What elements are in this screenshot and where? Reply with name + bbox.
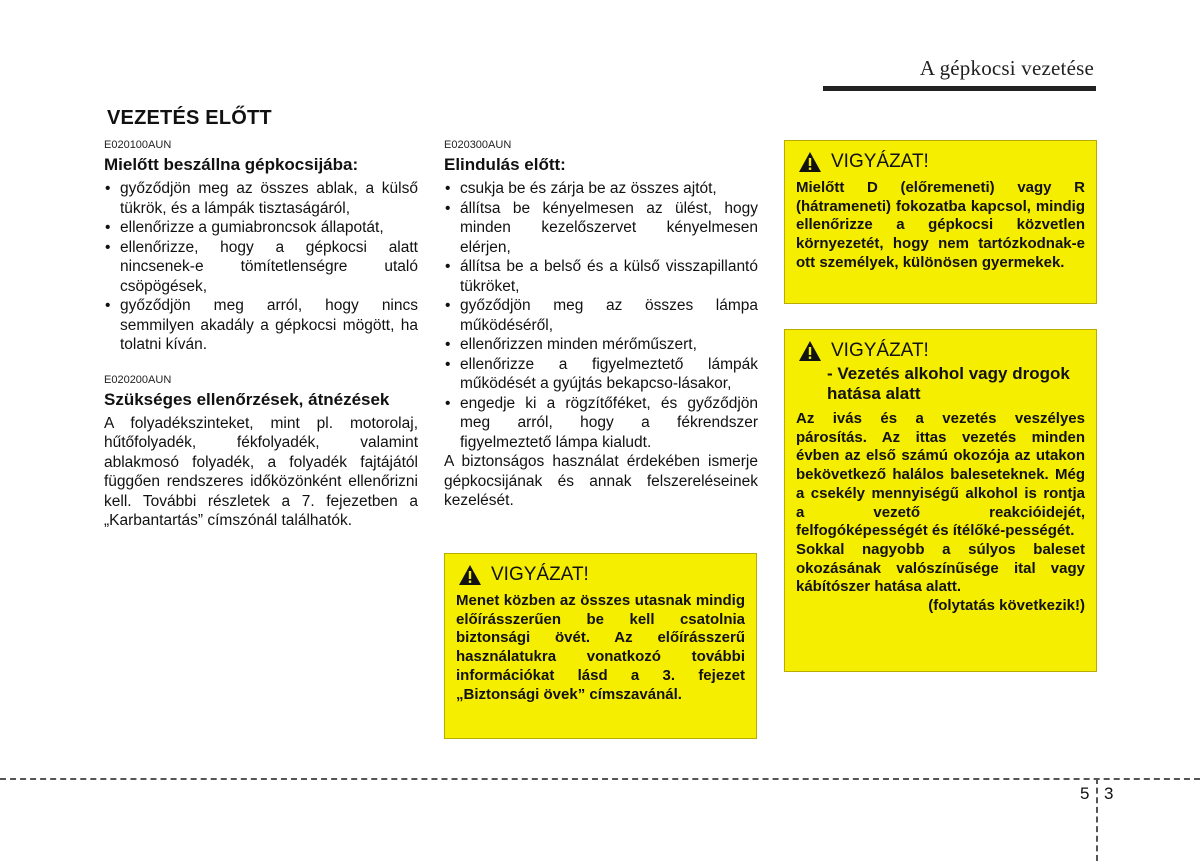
warning-title: VIGYÁZAT! xyxy=(831,151,929,172)
page-number-divider xyxy=(1096,778,1098,861)
list-item: • ellenőrizze a gumiabroncsok állapotát, xyxy=(104,218,418,238)
warning-triangle-icon xyxy=(458,564,482,586)
column-middle xyxy=(444,138,758,511)
continued-note: (folytatás következik!) xyxy=(928,597,1085,615)
checklist-before-starting xyxy=(444,179,758,452)
subheading-before-starting: Elindulás előtt: xyxy=(444,155,566,174)
warning-box-reverse-gear xyxy=(784,140,1097,304)
chapter-number: 5 xyxy=(1080,784,1090,803)
header-rule xyxy=(823,86,1096,91)
list-item: • engedje ki a rögzítőféket, és győződjön meg arról, hogy a fékrendszer figyelmeztető lámpa kialudt. xyxy=(444,394,758,453)
warning-header xyxy=(458,564,745,586)
list-item: • győződjön meg arról, hogy nincs semmilyen akadály a gépkocsi mögött, ha tolatni kíván. xyxy=(104,296,418,355)
footer-rule xyxy=(0,778,1200,780)
warning-text: Menet közben az összes utasnak mindig előírásszerűen be kell csatolnia biztonsági övét. Az előírásszerű használatukra vonatkozó további információkat lásd a 3. fejezet „Biztonsági övek” címszavánál. xyxy=(456,592,745,703)
warning-header xyxy=(798,340,1085,362)
warning-title: VIGYÁZAT! xyxy=(491,564,589,585)
warning-title: VIGYÁZAT! xyxy=(831,340,929,361)
list-item: • győződjön meg az összes ablak, a külső tükrök, és a lámpák tisztaságáról, xyxy=(104,179,418,218)
list-item: • győződjön meg az összes lámpa működéséről, xyxy=(444,296,758,335)
warning-triangle-icon xyxy=(798,151,822,173)
paragraph-safe-use: A biztonságos használat érdekében ismerje gépkocsijának és annak felszereléseinek kezelését. xyxy=(444,453,758,509)
column-left xyxy=(104,138,418,531)
subheading-required-checks: Szükséges ellenőrzések, átnézések xyxy=(104,389,390,409)
list-item: • ellenőrizzen minden mérőműszert, xyxy=(444,335,758,355)
list-item: • állítsa be kényelmesen az ülést, hogy minden kezelőszervet kényelmesen elérjen, xyxy=(444,199,758,258)
warning-text: Sokkal nagyobb a súlyos baleset okozásának valószínűsége ital vagy kábítószer hatása alatt. xyxy=(796,540,1085,596)
paragraph-fluid-levels: A folyadékszinteket, mint pl. motorolaj, hűtőfolyadék, fékfolyadék, valamint ablakmosó folyadék, a folyadék fajtájától függően rendszeres időközönként ellenőrizni kell. További részletek a 7. fejezetben a „Karbantartás” címszónál találhatók. xyxy=(104,414,418,529)
list-item: • állítsa be a belső és a külső visszapillantó tükröket, xyxy=(444,257,758,296)
section-code: E020100AUN xyxy=(104,139,172,151)
checklist-before-entering xyxy=(104,179,418,355)
list-item: • ellenőrizze a figyelmeztető lámpák működését a gyújtás bekapcso-lásakor, xyxy=(444,355,758,394)
warning-triangle-icon xyxy=(798,340,822,362)
warning-box-alcohol xyxy=(784,329,1097,672)
warning-text: Az ivás és a vezetés veszélyes párosítás. Az ittas vezetés minden évben az első számú okozója az utakon bekövetkező halálos baleseteknek. Még a csekély mennyiségű alkohol is rontja a vezető reakcióidejét, felfogóképességét és ítélőké-pességét. xyxy=(796,410,1085,540)
warning-subtitle: - Vezetés alkohol vagy drogok hatása alatt xyxy=(827,364,1070,403)
section-title: VEZETÉS ELŐTT xyxy=(107,107,272,129)
warning-header xyxy=(798,151,1085,173)
running-header-title: A gépkocsi vezetése xyxy=(919,56,1094,80)
subheading-before-entering: Mielőtt beszállna gépkocsijába: xyxy=(104,155,359,174)
page-number: 3 xyxy=(1104,784,1114,803)
list-item: • ellenőrizze, hogy a gépkocsi alatt nincsenek-e tömítetlenségre utaló csöpögések, xyxy=(104,238,418,297)
spacer xyxy=(104,355,418,373)
section-code: E020200AUN xyxy=(104,373,172,386)
warning-box-seatbelts xyxy=(444,553,757,739)
warning-text: Mielőtt D (előremeneti) vagy R (hátrameneti) fokozatba kapcsol, mindig ellenőrizze a gépkocsi közvetlen környezetét, hogy nem tartózkodnak-e ott személyek, különösen gyermekek. xyxy=(796,179,1085,271)
list-item: • csukja be és zárja be az összes ajtót, xyxy=(444,179,758,199)
section-code: E020300AUN xyxy=(444,139,512,151)
